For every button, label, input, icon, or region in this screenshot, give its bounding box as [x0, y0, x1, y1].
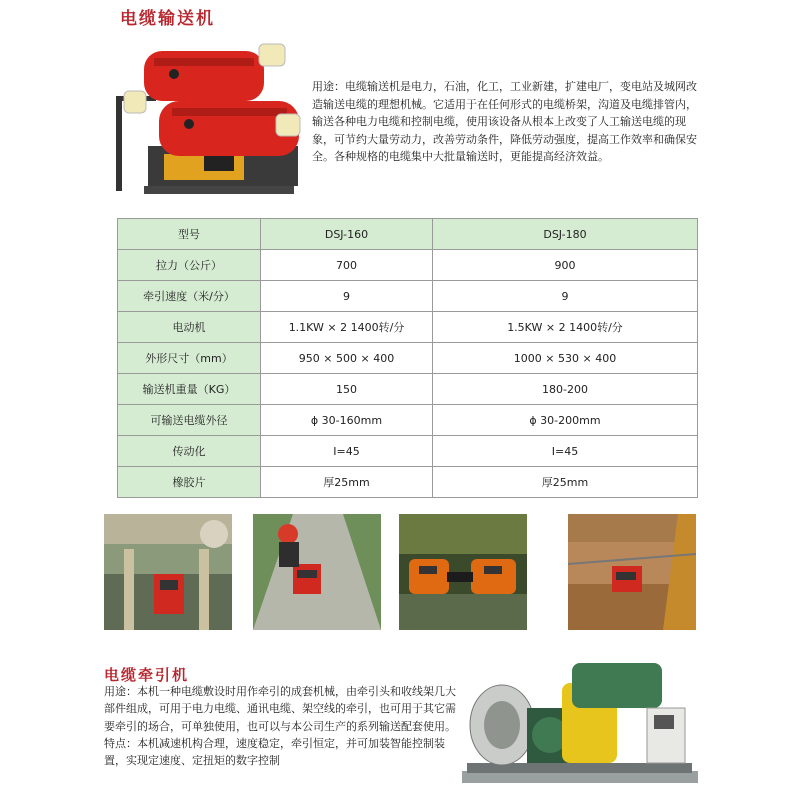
- cell-value: 9: [433, 281, 698, 312]
- row-label: 牵引速度（米/分）: [118, 281, 261, 312]
- cell-value: 700: [261, 250, 433, 281]
- cell-value: 900: [433, 250, 698, 281]
- field-photo-4: [568, 514, 696, 630]
- cell-value: 1000 × 530 × 400: [433, 343, 698, 374]
- field-photo-1: [104, 514, 232, 630]
- row-label: 拉力（公斤）: [118, 250, 261, 281]
- table-row: [118, 312, 698, 343]
- cable-conveyor-description: 用途：电缆输送机是电力，石油，化工，工业新建，扩建电厂，变电站及城网改造输送电缆的理想机械。它适用于在任何形式的电缆桥架，沟道及电缆排管内，输送各种电力电缆和控制电缆，使用该设备从根本上改变了人工输送电缆的现象，可节约大量劳动力，改善劳动条件，降低劳动强度，提高工作效率和确保安全。各种规格的电缆集中大批量输送时，更能提高经济效益。: [312, 80, 697, 163]
- cell-value: 厚25mm: [433, 467, 698, 498]
- cell-value: 180-200: [433, 374, 698, 405]
- header-dsj180: DSJ-180: [433, 219, 698, 250]
- spec-table: [117, 218, 698, 498]
- table-row: [118, 405, 698, 436]
- cable-conveyor-illustration: [104, 36, 304, 204]
- cell-value: 9: [261, 281, 433, 312]
- cell-value: 1.1KW × 2 1400转/分: [261, 312, 433, 343]
- cell-value: 厚25mm: [261, 467, 433, 498]
- cable-tractor-description: [104, 683, 464, 769]
- table-row: [118, 343, 698, 374]
- table-row: [118, 374, 698, 405]
- cell-value: I=45: [261, 436, 433, 467]
- table-row: [118, 467, 698, 498]
- header-model: 型号: [118, 219, 261, 250]
- header-dsj160: DSJ-160: [261, 219, 433, 250]
- row-label: 外形尺寸（mm）: [118, 343, 261, 374]
- field-photo-3: [399, 514, 527, 630]
- cable-tractor-illustration: [462, 653, 698, 791]
- cell-value: ϕ 30-160mm: [261, 405, 433, 436]
- row-label: 橡胶片: [118, 467, 261, 498]
- row-label: 输送机重量（KG）: [118, 374, 261, 405]
- product-title-cable-tractor: 电缆牵引机: [104, 666, 190, 684]
- product-title-cable-conveyor: 电缆输送机: [120, 9, 215, 29]
- row-label: 可输送电缆外径: [118, 405, 261, 436]
- cell-value: I=45: [433, 436, 698, 467]
- table-header-row: [118, 219, 698, 250]
- cell-value: 1.5KW × 2 1400转/分: [433, 312, 698, 343]
- table-row: [118, 436, 698, 467]
- cell-value: ϕ 30-200mm: [433, 405, 698, 436]
- table-row: [118, 250, 698, 281]
- row-label: 传动化: [118, 436, 261, 467]
- cell-value: 150: [261, 374, 433, 405]
- usage-text: 用途：本机一种电缆敷设时用作牵引的成套机械，由牵引头和收线架几大部件组成，可用于电力电缆、通讯电缆、架空线的牵引，也可用于其它需要牵引的场合，可单独使用，也可以与本公司生产的系列输送配套使用。: [104, 685, 456, 733]
- row-label: 电动机: [118, 312, 261, 343]
- cell-value: 950 × 500 × 400: [261, 343, 433, 374]
- features-text: 特点：本机减速机构合理，速度稳定，牵引恒定，并可加装智能控制装置，实现定速度、定扭矩的数字控制: [104, 736, 445, 768]
- field-photo-2: [253, 514, 381, 630]
- table-row: [118, 281, 698, 312]
